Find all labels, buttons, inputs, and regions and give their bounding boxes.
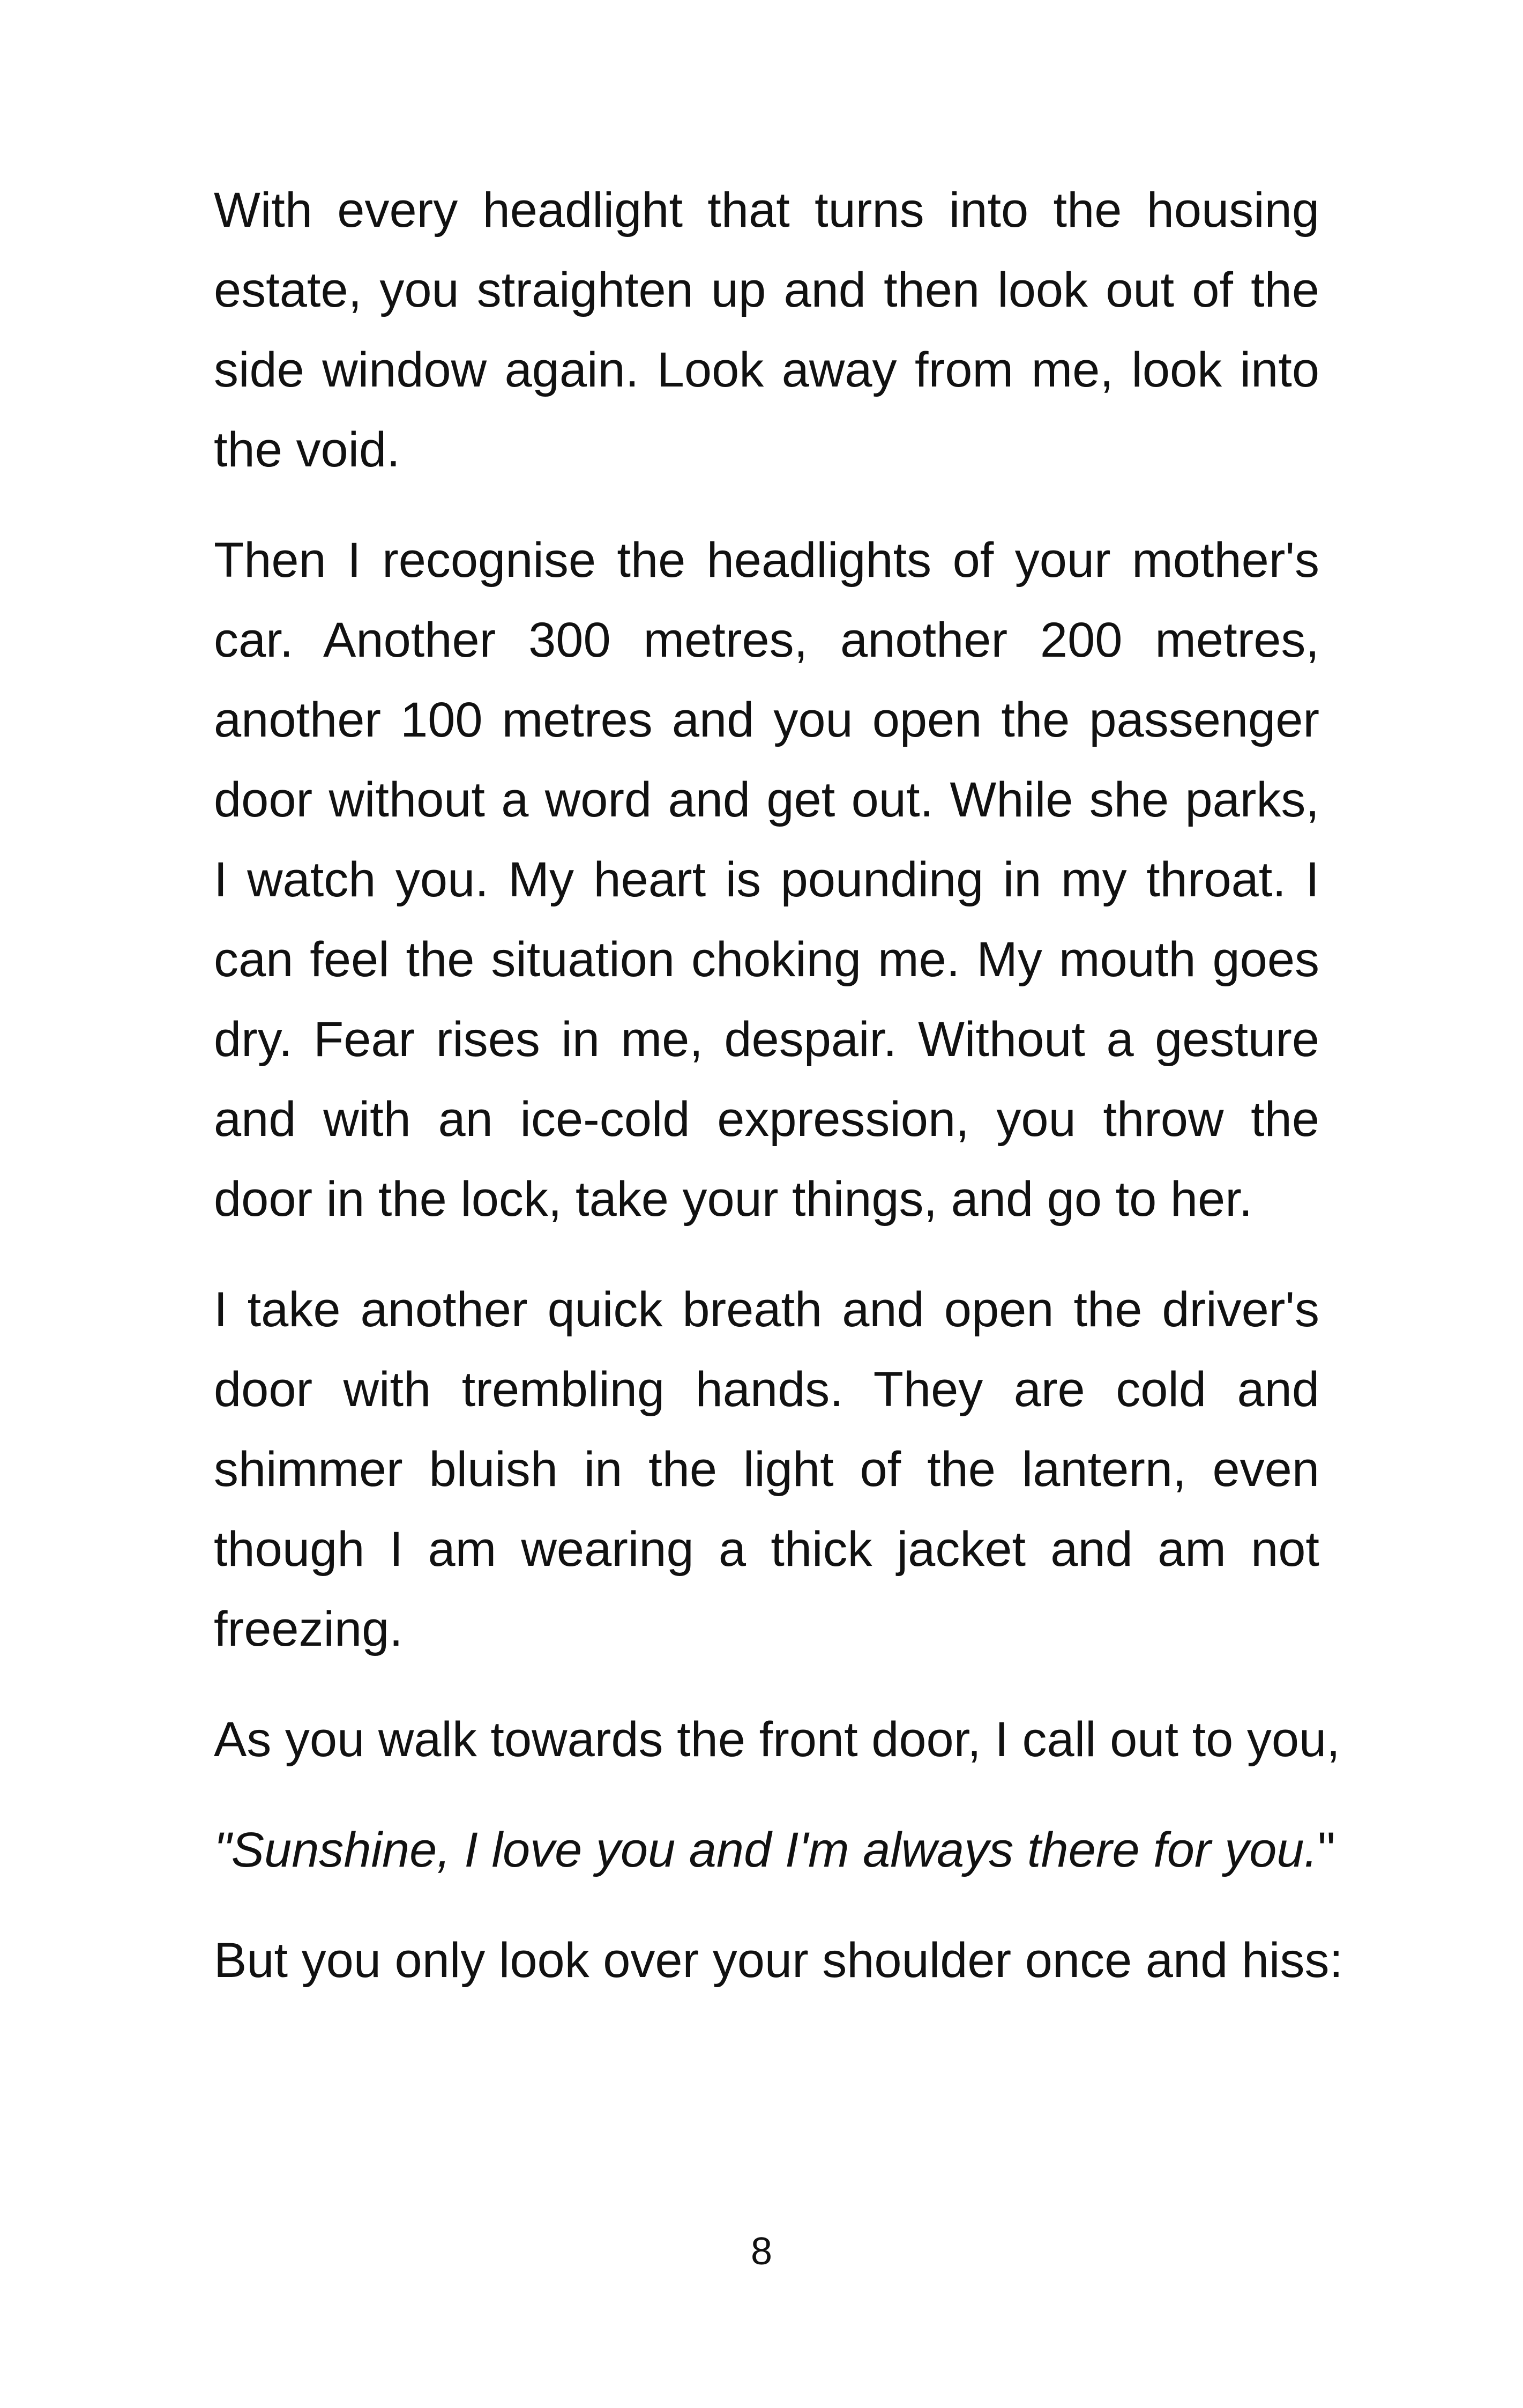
paragraph-final: But you only look over your shoulder once and hiss: xyxy=(214,1933,1343,1988)
body-text xyxy=(214,170,1343,2031)
paragraph-3: I take another quick breath and open the driver's door with trembling hands. They are cold and shimmer bluish in the light of the lantern, even though I am wearing a thick jacket and am not freezing. xyxy=(214,1282,1319,1656)
paragraph-4: As you walk towards the front door, I call out to you, xyxy=(214,1712,1340,1767)
paragraph-2: Then I recognise the headlights of your mother's car. Another 300 metres, another 200 metres, another 100 metres and you open the passenger door without a word and get out. While she parks, I watch you. My heart is pounding in my throat. I can feel the situation choking me. My mouth goes dry. Fear rises in me, despair. Without a gesture and with an ice-cold expression, you throw the door in the lock, take your things, and go to her. xyxy=(214,533,1319,1227)
paragraph-1: With every headlight that turns into the housing estate, you straighten up and then look out of the side window again. Look away from me, look into the void. xyxy=(214,183,1319,477)
quote-paragraph xyxy=(214,1810,1335,1890)
page-number: 8 xyxy=(750,2230,773,2273)
quote-closing-mark: " xyxy=(1317,1823,1335,1877)
quote-text: "Sunshine, I love you and I'm always there for you. xyxy=(214,1823,1318,1877)
